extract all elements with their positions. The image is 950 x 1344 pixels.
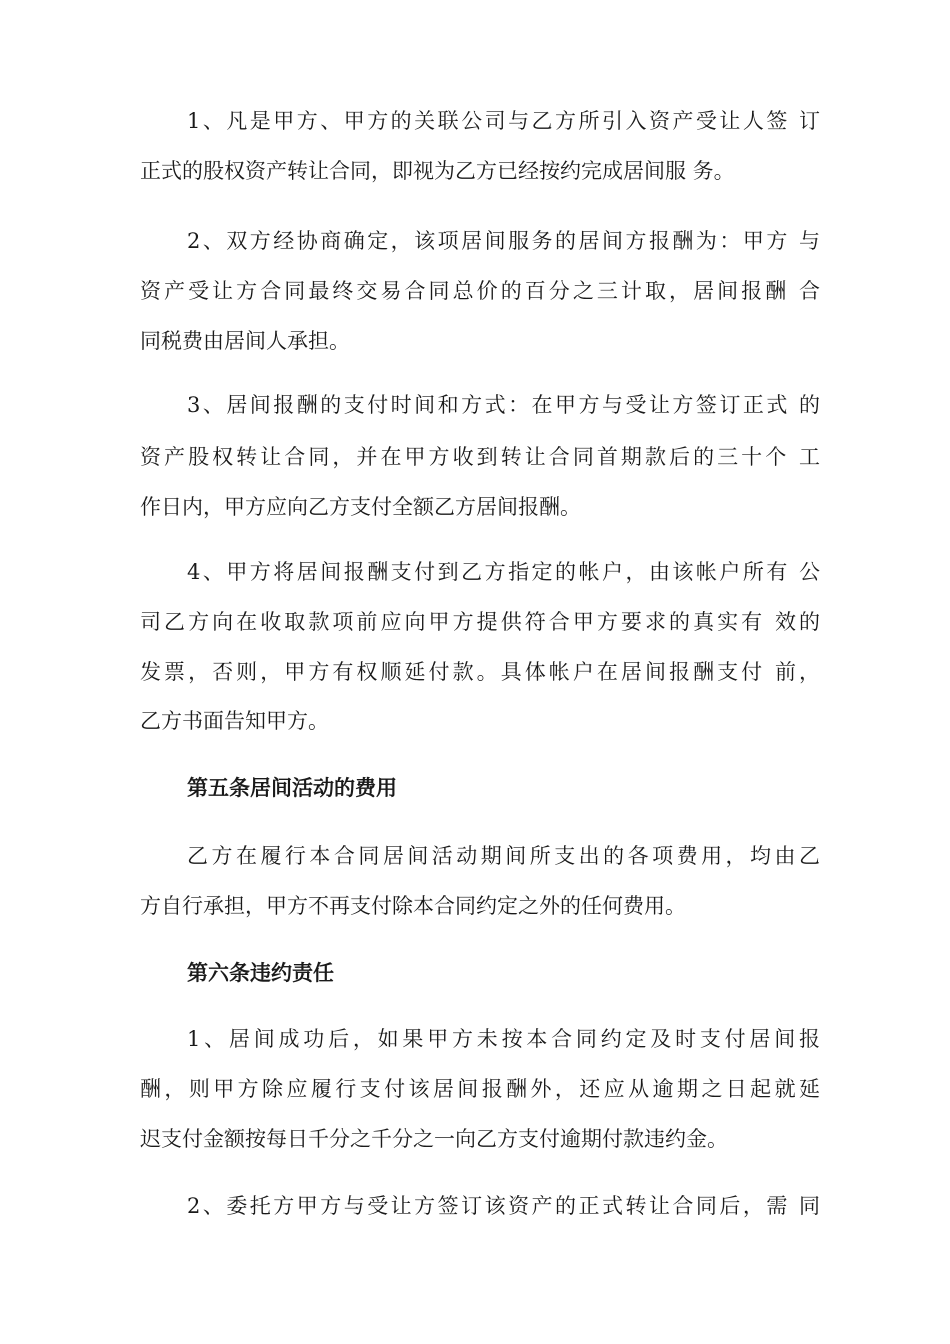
paragraph-3-line-3: 作日内，甲方应向乙方支付全额乙方居间报酬。 (140, 495, 581, 519)
paragraph-4-line-2: 司乙方向在收取款项前应向甲方提供符合甲方要求的真实有 效的 (140, 610, 820, 634)
paragraph-5-line-1: 乙方在履行本合同居间活动期间所支出的各项费用，均由乙 (187, 844, 820, 868)
paragraph-5-line-2: 方自行承担，甲方不再支付除本合同约定之外的任何费用。 (140, 894, 686, 918)
paragraph-4-line-4: 乙方书面告知甲方。 (140, 709, 329, 733)
paragraph-6-line-3: 迟支付金额按每日千分之千分之一向乙方支付逾期付款违约金。 (140, 1127, 728, 1151)
paragraph-1-line-1: 1、凡是甲方、甲方的关联公司与乙方所引入资产受让人签 订 (187, 109, 820, 133)
paragraph-2-line-2: 资产受让方合同最终交易合同总价的百分之三计取，居间报酬 合 (140, 279, 820, 303)
section-5-heading: 第五条居间活动的费用 (187, 776, 397, 800)
paragraph-3-line-1: 3、居间报酬的支付时间和方式：在甲方与受让方签订正式 的 (187, 393, 820, 417)
paragraph-2-line-1: 2、双方经协商确定，该项居间服务的居间方报酬为：甲方 与 (187, 229, 820, 253)
paragraph-2-line-3: 同税费由居间人承担。 (140, 329, 350, 353)
section-6-heading: 第六条违约责任 (187, 961, 334, 985)
paragraph-4-line-1: 4、甲方将居间报酬支付到乙方指定的帐户，由该帐户所有 公 (187, 560, 820, 584)
paragraph-1-line-2: 正式的股权资产转让合同，即视为乙方已经按约完成居间服 务。 (140, 159, 735, 183)
paragraph-6-line-2: 酬，则甲方除应履行支付该居间报酬外，还应从逾期之日起就延 (140, 1077, 820, 1101)
paragraph-3-line-2: 资产股权转让合同，并在甲方收到转让合同首期款后的三十个 工 (140, 445, 820, 469)
paragraph-4-line-3: 发票，否则，甲方有权顺延付款。具体帐户在居间报酬支付 前， (140, 660, 820, 684)
paragraph-6-line-1: 1、居间成功后，如果甲方未按本合同约定及时支付居间报 (187, 1027, 820, 1051)
paragraph-7-line-1: 2、委托方甲方与受让方签订该资产的正式转让合同后，需 同 (187, 1194, 820, 1218)
